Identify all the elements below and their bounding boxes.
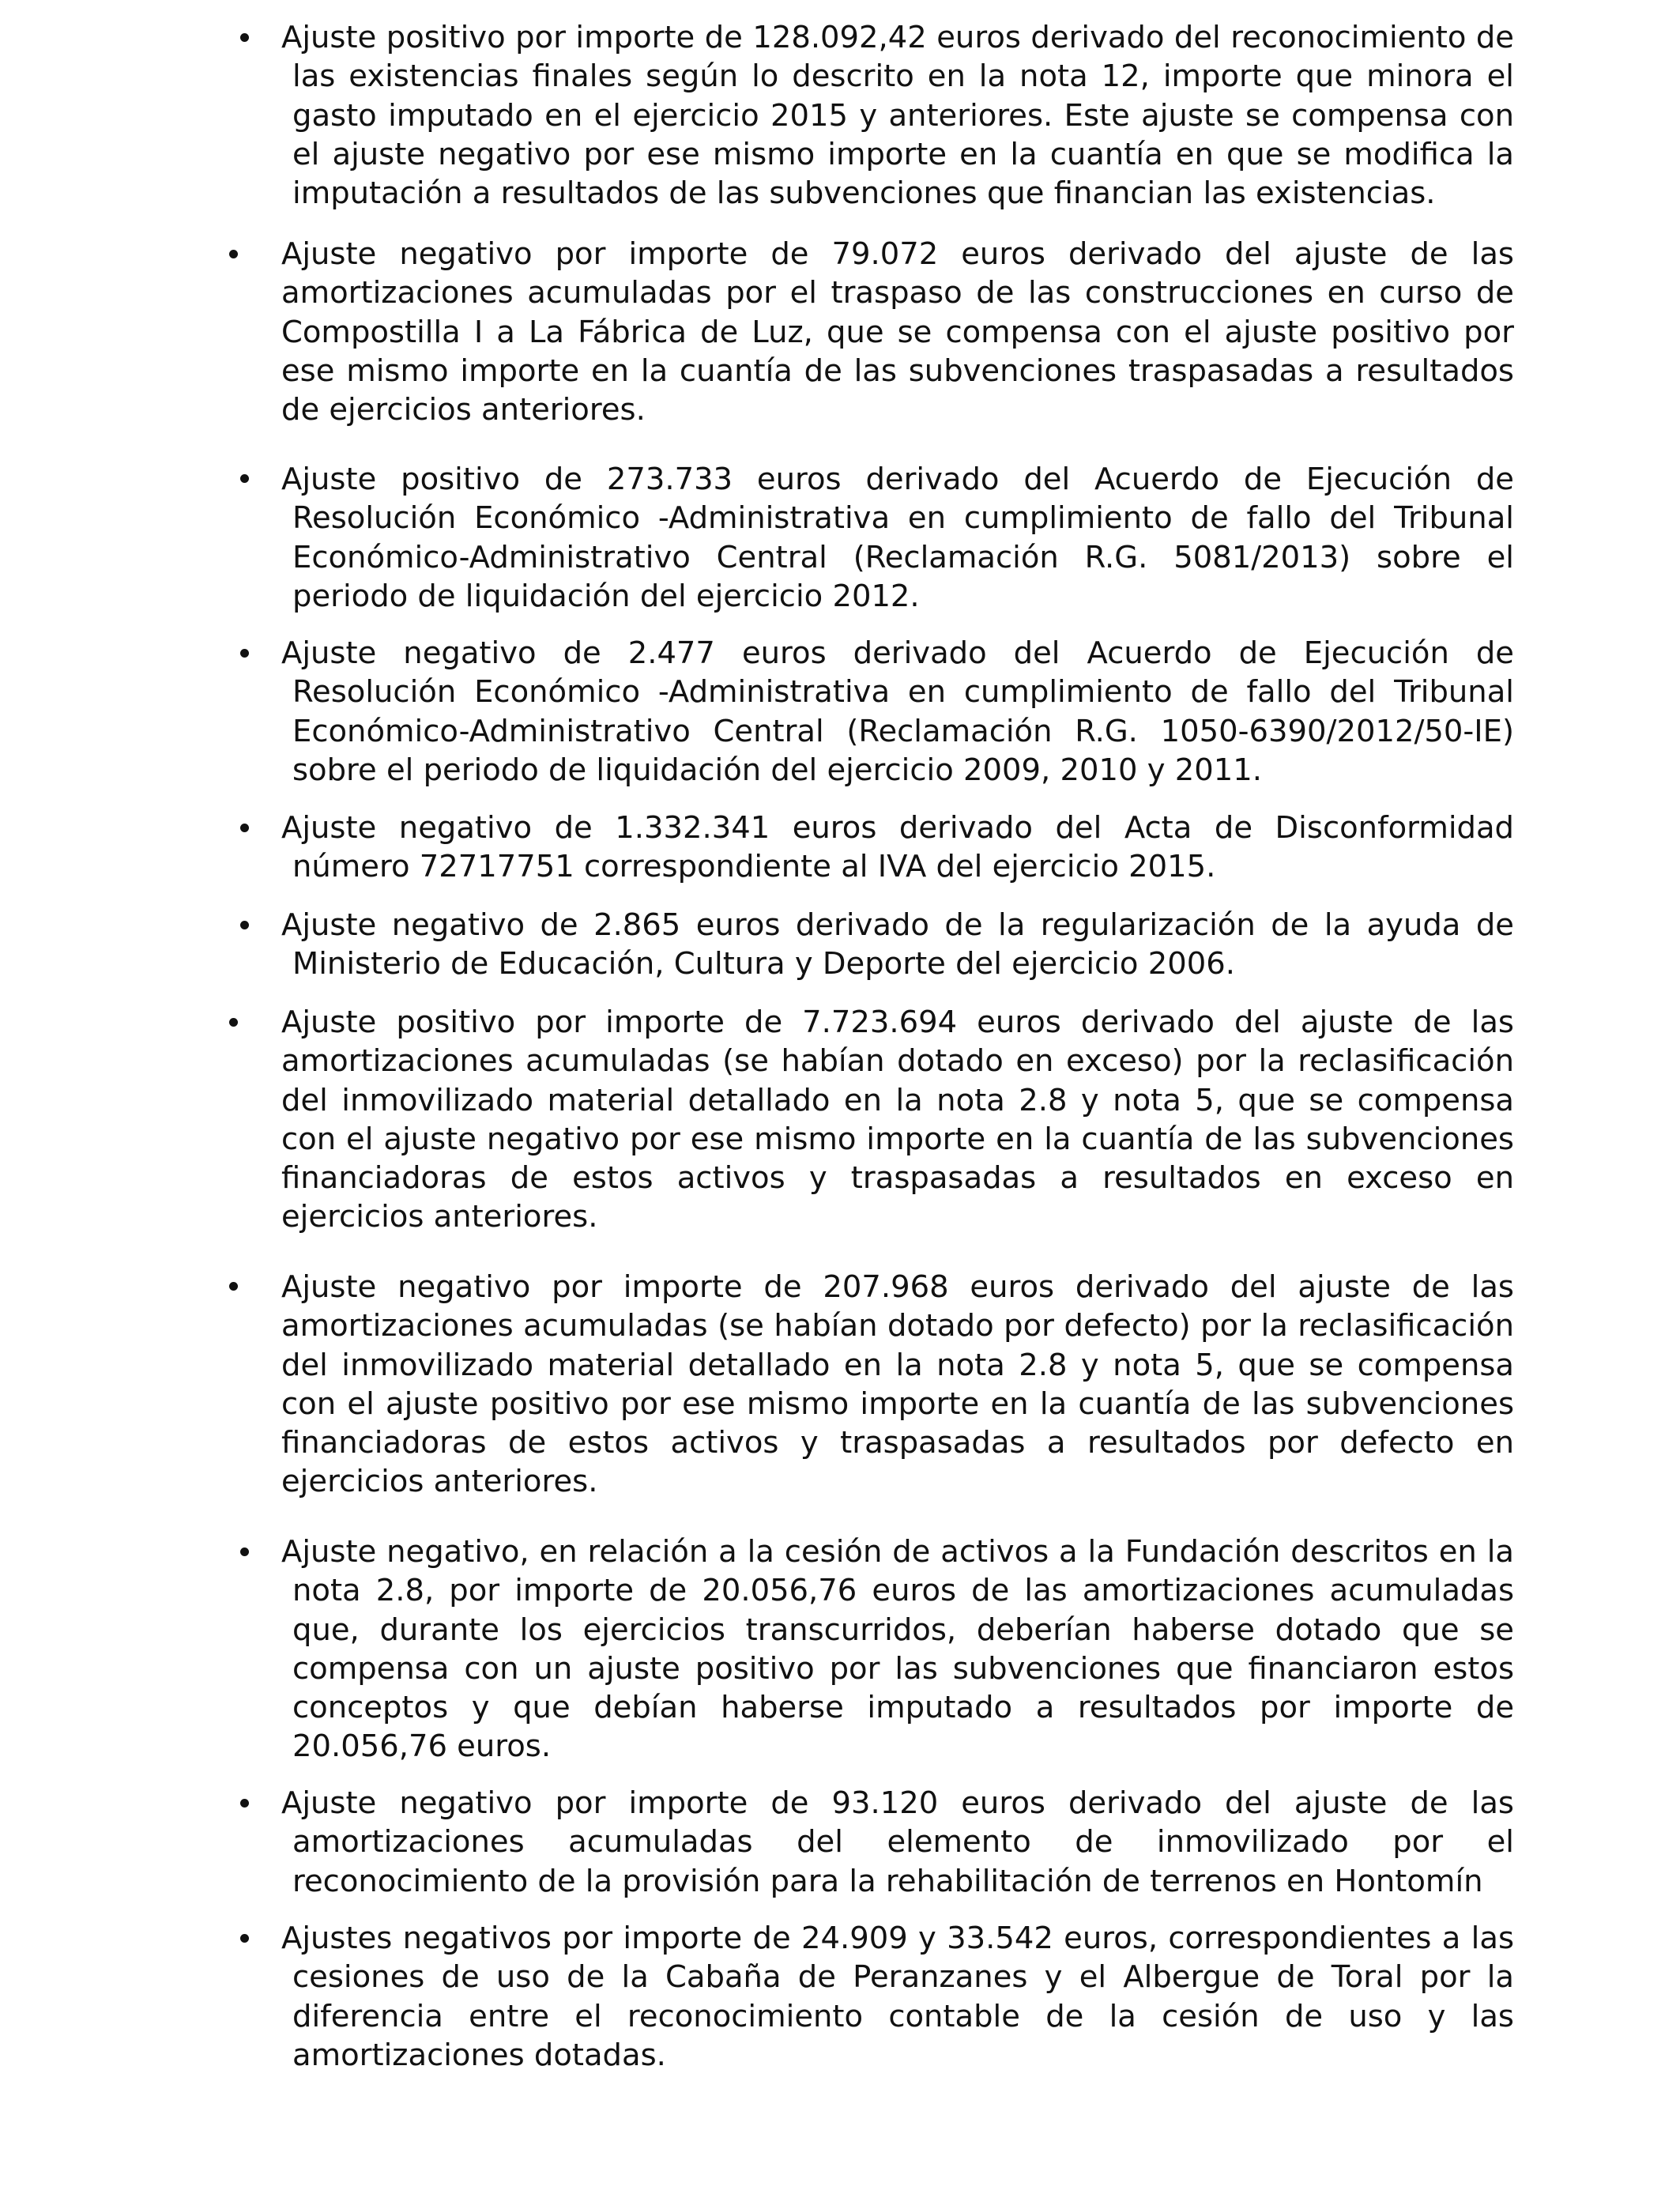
- list-item: Ajuste positivo de 273.733 euros derivado del Acuerdo de Ejecución de Resolución Económico -Administrativa en cumplimiento de fallo del Tribunal Económico-Administrativo Central (Reclamación R.G. 5081/2013) sobre el periodo de liquidación del ejercicio 2012.: [281, 462, 1514, 614]
- bullet-icon: [229, 1018, 238, 1027]
- bullet-icon: [240, 824, 249, 832]
- list-item: Ajuste negativo por importe de 79.072 euros derivado del ajuste de las amortizaciones acumuladas por el traspaso de las construcciones en curso de Compostilla I a La Fábrica de Luz, que se compensa con el ajuste positivo por ese mismo importe en la cuantía de las subvenciones traspasadas a resultados de ejercicios anteriores.: [281, 236, 1514, 428]
- bullet-icon: [240, 33, 249, 42]
- bullet-icon: [240, 1547, 249, 1556]
- list-item: Ajuste positivo por importe de 128.092,42 euros derivado del reconocimiento de las existencias finales según lo descrito en la nota 12, importe que minora el gasto imputado en el ejercicio 2015 y anteriores. Este ajuste se compensa con el ajuste negativo por ese mismo importe en la cuantía en que se modifica la imputación a resultados de las subvenciones que financian las existencias.: [281, 20, 1514, 212]
- bullet-icon: [240, 1934, 249, 1943]
- bullet-icon: [240, 474, 249, 483]
- list-item: Ajuste negativo por importe de 207.968 euros derivado del ajuste de las amortizaciones acumuladas (se habían dotado por defecto) por la reclasificación del inmovilizado material detallado en la nota 2.8 y nota 5, que se compensa con el ajuste positivo por ese mismo importe en la cuantía de las subvenciones financiadoras de estos activos y traspasadas a resultados por defecto en ejercicios anteriores.: [281, 1269, 1514, 1500]
- bullet-icon: [240, 921, 249, 929]
- list-item: Ajustes negativos por importe de 24.909 y 33.542 euros, correspondientes a las cesiones de uso de la Cabaña de Peranzanes y el Albergue de Toral por la diferencia entre el reconocimiento contable de la cesión de uso y las amortizaciones dotadas.: [281, 1921, 1514, 2073]
- list-item: Ajuste negativo de 1.332.341 euros derivado del Acta de Disconformidad número 72717751 correspondiente al IVA del ejercicio 2015.: [281, 810, 1514, 885]
- list-item: Ajuste negativo de 2.865 euros derivado de la regularización de la ayuda de Ministerio de Educación, Cultura y Deporte del ejercicio 2006.: [281, 907, 1514, 982]
- list-item: Ajuste negativo por importe de 93.120 euros derivado del ajuste de las amortizaciones acumuladas del elemento de inmovilizado por el reconocimiento de la provisión para la rehabilitación de terrenos en Hontomín: [281, 1785, 1514, 1899]
- bullet-icon: [240, 1799, 249, 1808]
- list-item: Ajuste negativo, en relación a la cesión de activos a la Fundación descritos en la nota 2.8, por importe de 20.056,76 euros de las amortizaciones acumuladas que, durante los ejercicios transcurridos, deberían haberse dotado que se compensa con un ajuste positivo por las subvenciones que financiaron estos conceptos y que debían haberse imputado a resultados por importe de 20.056,76 euros.: [281, 1534, 1514, 1765]
- bullet-icon: [240, 649, 249, 658]
- bullet-icon: [229, 250, 238, 258]
- list-item: Ajuste negativo de 2.477 euros derivado del Acuerdo de Ejecución de Resolución Económico -Administrativa en cumplimiento de fallo del Tribunal Económico-Administrativo Central (Reclamación R.G. 1050-6390/2012/50-IE) sobre el periodo de liquidación del ejercicio 2009, 2010 y 2011.: [281, 635, 1514, 788]
- bullet-icon: [229, 1282, 238, 1291]
- list-item: Ajuste positivo por importe de 7.723.694 euros derivado del ajuste de las amortizaciones acumuladas (se habían dotado en exceso) por la reclasificación del inmovilizado material detallado en la nota 2.8 y nota 5, que se compensa con el ajuste negativo por ese mismo importe en la cuantía de las subvenciones financiadoras de estos activos y traspasadas a resultados en exceso en ejercicios anteriores.: [281, 1005, 1514, 1235]
